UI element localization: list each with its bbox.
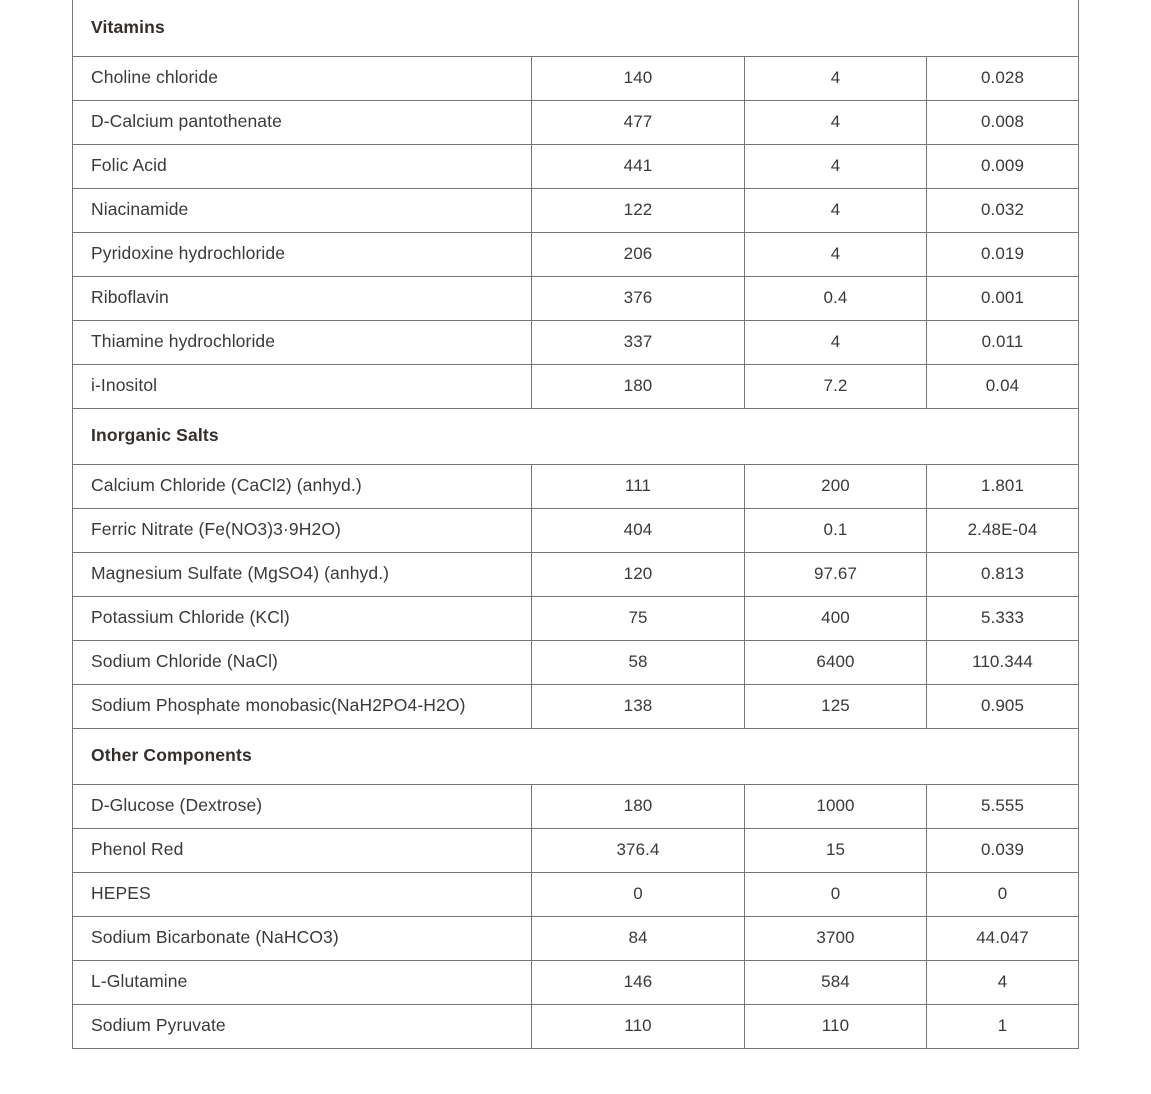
table-row [73, 684, 1079, 728]
millimolar-cell: 0.813 [927, 552, 1079, 596]
component-name-cell: Sodium Chloride (NaCl) [73, 640, 532, 684]
concentration-cell: 4 [745, 144, 927, 188]
component-name-cell: Sodium Pyruvate [73, 1004, 532, 1048]
table-row [73, 1004, 1079, 1048]
table-row [73, 508, 1079, 552]
section-header-row-vitamins [73, 0, 1079, 56]
table-row [73, 56, 1079, 100]
component-name-cell: Sodium Phosphate monobasic(NaH2PO4-H2O) [73, 684, 532, 728]
section-header-row-inorganic-salts [73, 408, 1079, 464]
table-body [73, 0, 1079, 1048]
concentration-cell: 4 [745, 320, 927, 364]
molecular-weight-cell: 180 [532, 784, 745, 828]
section-header-label: Other Components [73, 728, 1079, 784]
millimolar-cell: 0.039 [927, 828, 1079, 872]
component-name-cell: Pyridoxine hydrochloride [73, 232, 532, 276]
component-name-cell: Sodium Bicarbonate (NaHCO3) [73, 916, 532, 960]
molecular-weight-cell: 122 [532, 188, 745, 232]
concentration-cell: 15 [745, 828, 927, 872]
table-row [73, 640, 1079, 684]
millimolar-cell: 1 [927, 1004, 1079, 1048]
table-row [73, 100, 1079, 144]
millimolar-cell: 0.028 [927, 56, 1079, 100]
molecular-weight-cell: 75 [532, 596, 745, 640]
millimolar-cell: 0.905 [927, 684, 1079, 728]
table-row [73, 784, 1079, 828]
millimolar-cell: 0.008 [927, 100, 1079, 144]
concentration-cell: 4 [745, 56, 927, 100]
table-row [73, 276, 1079, 320]
molecular-weight-cell: 477 [532, 100, 745, 144]
section-header-label: Inorganic Salts [73, 408, 1079, 464]
component-name-cell: HEPES [73, 872, 532, 916]
component-name-cell: Thiamine hydrochloride [73, 320, 532, 364]
table-row [73, 144, 1079, 188]
millimolar-cell: 0.019 [927, 232, 1079, 276]
millimolar-cell: 0.009 [927, 144, 1079, 188]
component-name-cell: Potassium Chloride (KCl) [73, 596, 532, 640]
concentration-cell: 0.1 [745, 508, 927, 552]
component-name-cell: Phenol Red [73, 828, 532, 872]
composition-table [72, 0, 1079, 1049]
table-row [73, 364, 1079, 408]
molecular-weight-cell: 206 [532, 232, 745, 276]
millimolar-cell: 44.047 [927, 916, 1079, 960]
concentration-cell: 200 [745, 464, 927, 508]
molecular-weight-cell: 337 [532, 320, 745, 364]
table-row [73, 464, 1079, 508]
concentration-cell: 4 [745, 100, 927, 144]
molecular-weight-cell: 110 [532, 1004, 745, 1048]
molecular-weight-cell: 376.4 [532, 828, 745, 872]
millimolar-cell: 0 [927, 872, 1079, 916]
component-name-cell: Niacinamide [73, 188, 532, 232]
millimolar-cell: 0.04 [927, 364, 1079, 408]
concentration-cell: 3700 [745, 916, 927, 960]
millimolar-cell: 110.344 [927, 640, 1079, 684]
concentration-cell: 1000 [745, 784, 927, 828]
table-row [73, 188, 1079, 232]
component-name-cell: Folic Acid [73, 144, 532, 188]
millimolar-cell: 0.032 [927, 188, 1079, 232]
table-row [73, 320, 1079, 364]
molecular-weight-cell: 140 [532, 56, 745, 100]
concentration-cell: 110 [745, 1004, 927, 1048]
component-name-cell: Choline chloride [73, 56, 532, 100]
millimolar-cell: 5.333 [927, 596, 1079, 640]
millimolar-cell: 2.48E-04 [927, 508, 1079, 552]
table-row [73, 828, 1079, 872]
millimolar-cell: 0.011 [927, 320, 1079, 364]
concentration-cell: 4 [745, 232, 927, 276]
concentration-cell: 97.67 [745, 552, 927, 596]
table-row [73, 916, 1079, 960]
concentration-cell: 584 [745, 960, 927, 1004]
millimolar-cell: 4 [927, 960, 1079, 1004]
millimolar-cell: 1.801 [927, 464, 1079, 508]
molecular-weight-cell: 111 [532, 464, 745, 508]
concentration-cell: 4 [745, 188, 927, 232]
molecular-weight-cell: 84 [532, 916, 745, 960]
concentration-cell: 6400 [745, 640, 927, 684]
component-name-cell: i-Inositol [73, 364, 532, 408]
component-name-cell: Calcium Chloride (CaCl2) (anhyd.) [73, 464, 532, 508]
component-name-cell: Magnesium Sulfate (MgSO4) (anhyd.) [73, 552, 532, 596]
table-row [73, 552, 1079, 596]
table-row [73, 232, 1079, 276]
section-header-label: Vitamins [73, 0, 1079, 56]
millimolar-cell: 0.001 [927, 276, 1079, 320]
molecular-weight-cell: 120 [532, 552, 745, 596]
concentration-cell: 7.2 [745, 364, 927, 408]
molecular-weight-cell: 58 [532, 640, 745, 684]
molecular-weight-cell: 180 [532, 364, 745, 408]
concentration-cell: 125 [745, 684, 927, 728]
component-name-cell: Riboflavin [73, 276, 532, 320]
concentration-cell: 400 [745, 596, 927, 640]
table-row [73, 596, 1079, 640]
section-header-row-other-components [73, 728, 1079, 784]
table-row [73, 872, 1079, 916]
molecular-weight-cell: 146 [532, 960, 745, 1004]
millimolar-cell: 5.555 [927, 784, 1079, 828]
component-name-cell: D-Glucose (Dextrose) [73, 784, 532, 828]
molecular-weight-cell: 0 [532, 872, 745, 916]
component-name-cell: L-Glutamine [73, 960, 532, 1004]
molecular-weight-cell: 441 [532, 144, 745, 188]
concentration-cell: 0.4 [745, 276, 927, 320]
molecular-weight-cell: 138 [532, 684, 745, 728]
molecular-weight-cell: 404 [532, 508, 745, 552]
component-name-cell: D-Calcium pantothenate [73, 100, 532, 144]
table-row [73, 960, 1079, 1004]
component-name-cell: Ferric Nitrate (Fe(NO3)3·9H2O) [73, 508, 532, 552]
molecular-weight-cell: 376 [532, 276, 745, 320]
concentration-cell: 0 [745, 872, 927, 916]
